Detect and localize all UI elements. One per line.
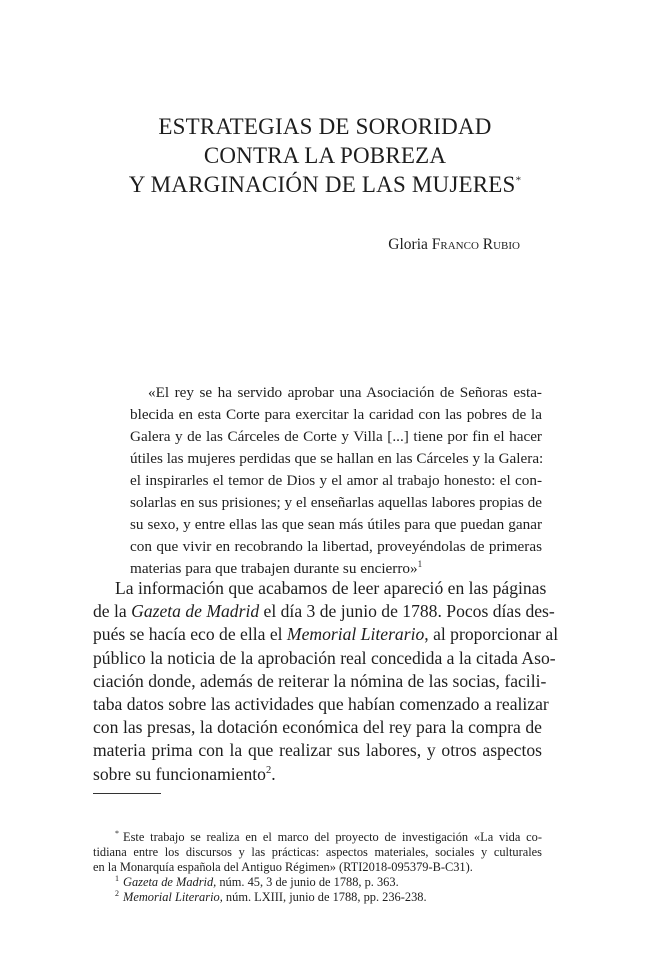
title-line: Y MARGINACIÓN DE LAS MUJERES — [128, 172, 516, 197]
title-line: ESTRATEGIAS DE SORORIDAD — [158, 114, 492, 139]
footnote-source-title: Memorial Literario, — [123, 890, 223, 904]
title-footnote-mark: * — [515, 174, 522, 187]
quote-line: solarlas en sus prisiones; y el enseñarlas aquellas labores propias de — [130, 494, 542, 511]
footnote-line: en la Monarquía española del Antiguo Régimen» (RTI2018-095379-B-C31). — [93, 860, 473, 874]
body-line: La información que acabamos de leer apareció en las páginas — [115, 578, 547, 598]
quote-line: blecida en esta Corte para exercitar la caridad con las pobres de la — [130, 406, 542, 423]
body-text: sobre su funcionamiento — [93, 763, 266, 784]
publication-title: Gazeta de Madrid — [131, 601, 260, 622]
body-line: taba datos sobre las actividades que habían comenzado a realizar — [93, 694, 549, 715]
footnote-text: núm. 45, 3 de junio de 1788, p. 363. — [216, 875, 399, 889]
quote-line: «El rey se ha servido aprobar una Asociación de Señoras esta- — [148, 384, 542, 401]
footnote-mark: * — [115, 828, 119, 838]
footnote-source-title: Gazeta de Madrid, — [123, 875, 217, 889]
quote-line: con que vivir en recobrando la libertad, proveyéndolas de primeras — [130, 538, 542, 555]
footnote-mark: 1 — [115, 873, 119, 883]
body-text: , al proporcionar al — [424, 624, 559, 645]
footnote-mark: 2 — [115, 888, 119, 898]
body-paragraph — [93, 577, 559, 786]
block-quote — [130, 382, 542, 580]
body-line — [93, 623, 559, 646]
body-line — [93, 600, 555, 623]
quote-line: su sexo, y entre ellas las que sean más útiles para que puedan ganar — [130, 516, 542, 533]
body-line: sobre su funcionamiento$^2$. — [93, 763, 276, 784]
body-line: con las presas, la dotación económica del rey para la compra de — [93, 717, 542, 738]
footnote-line: tidiana entre los discursos y las prácticas: aspectos materiales, sociales y culturales — [93, 845, 542, 859]
footnote-text: núm. LXIII, junio de 1788, pp. 236-238. — [222, 890, 427, 904]
quote-line-text: materias para que trabajen durante su encierro» — [130, 560, 418, 577]
footnote-1 — [93, 875, 542, 890]
author-name — [388, 236, 520, 254]
publication-title: Memorial Literario — [286, 624, 425, 645]
page-title — [90, 112, 560, 199]
author-surname: Franco Rubio — [431, 236, 520, 253]
footnote-star — [93, 830, 542, 845]
body-line: público la noticia de la aprobación real concedida a la citada Aso- — [93, 647, 556, 668]
title-line: CONTRA LA POBREZA — [203, 143, 447, 168]
footnote-ref[interactable]: 2 — [265, 764, 272, 776]
body-line: ciación donde, además de reiterar la nómina de las socias, facili- — [93, 670, 547, 691]
quote-line: útiles las mujeres perdidas que se hallan en las Cárceles y la Galera: — [130, 450, 544, 467]
body-text: pués se hacía eco de ella el — [93, 624, 287, 645]
footnote-separator — [93, 793, 161, 794]
body-text: el día 3 de junio de 1788. Pocos días des- — [259, 601, 555, 622]
footnotes — [93, 830, 542, 905]
footnote-2 — [93, 890, 542, 905]
footnote-text: Este trabajo se realiza en el marco del proyecto de investigación «La vida co- — [123, 830, 542, 844]
body-text: de la — [93, 601, 132, 622]
quote-line: Galera y de las Cárceles de Corte y Villa [...] tiene por fin el hacer — [130, 428, 542, 445]
quote-line: el inspirarles el temor de Dios y el amor al trabajo honesto: el con- — [130, 472, 542, 489]
author-given-name: Gloria — [388, 236, 428, 253]
footnote-ref[interactable]: 1 — [417, 558, 423, 569]
body-line: materia prima con la que realizar sus labores, y otros aspectos — [93, 740, 542, 761]
